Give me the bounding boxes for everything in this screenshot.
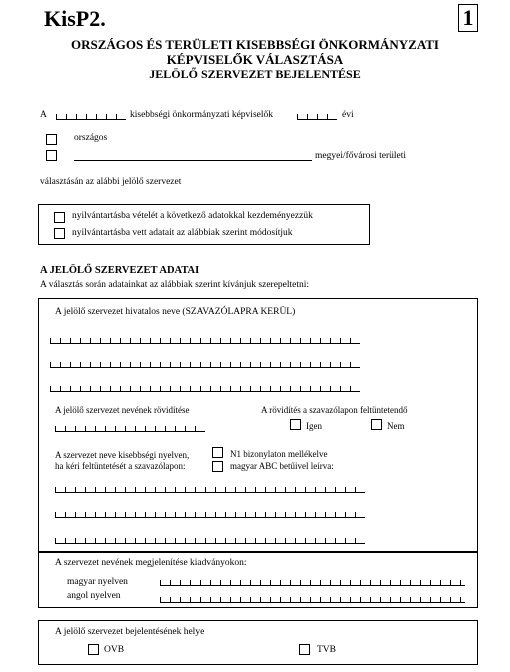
ovb-checkbox[interactable] [88,644,99,655]
hungarian-abc-checkbox[interactable] [212,461,223,472]
page-number: 1 [462,5,474,30]
publications-label: A szervezet nevének megjelenítése kiadványokon: [55,558,247,568]
intro-prefix: A [40,110,47,120]
official-name-line-2[interactable] [50,362,360,368]
n1-checkbox[interactable] [212,447,223,458]
yes-label: Igen [306,421,322,431]
official-name-line-1[interactable] [50,338,360,344]
show-abbrev-label: A rövidítés a szavazólapon feltüntetendő [261,405,408,415]
title-line-2: KÉPVISELŐK VÁLASZTÁSA [166,52,344,67]
national-label: országos [74,133,108,143]
n1-label: N1 bizonylaton mellékelve [230,449,328,459]
modify-label: nyilvántartásba vett adatait az alábbiak szerint módosítjuk [72,228,293,238]
no-label: Nem [387,421,405,431]
national-checkbox[interactable] [46,134,57,145]
minority-name-line-2[interactable] [55,512,365,518]
regional-checkbox[interactable] [46,150,57,161]
intro-middle: kisebbségi önkormányzati képviselők [130,110,273,120]
tvb-label: TVB [317,645,336,655]
intro-suffix: évi [342,110,354,120]
title-line-3: JELÖLŐ SZERVEZET BEJELENTÉSE [149,67,361,81]
year-input[interactable] [297,114,337,120]
form-code: KisP2. [44,6,106,31]
regional-label: megyei/fővárosi területi [315,151,407,161]
minority-name-line-1[interactable] [55,487,365,493]
modify-checkbox[interactable] [54,228,65,239]
election-text: választásán az alábbi jelölő szervezet [40,177,182,187]
official-name-line-3[interactable] [50,386,360,392]
minority-name-line-3[interactable] [55,538,365,544]
english-name-input[interactable] [160,597,465,603]
ovb-label: OVB [104,645,125,655]
tvb-checkbox[interactable] [299,644,310,655]
register-label: nyilvántartásba vételét a következő adatokkal kezdeményezzük [72,211,313,221]
place-label: A jelölő szervezet bejelentésének helye [55,627,205,637]
minority-name-label-1: A szervezet neve kisebbségi nyelven, [55,450,190,460]
section-subheading: A választás során adatainkat az alábbiak szerint kívánjuk szerepeltetni: [40,280,310,290]
no-checkbox[interactable] [371,419,382,430]
abbreviation-label: A jelölő szervezet nevének rövidítése [55,405,190,415]
abbreviation-input[interactable] [55,426,205,432]
official-name-label: A jelölő szervezet hivatalos neve (SZAVAZÓLAPRA KERÜL) [55,307,296,317]
english-label: angol nyelven [67,591,121,601]
regional-input[interactable] [74,160,312,161]
page-number-box [458,4,478,32]
minority-name-label-2: ha kéri feltüntetését a szavazólapon: [55,461,186,471]
minority-input[interactable] [56,114,126,120]
hungarian-abc-label: magyar ABC betűivel leírva: [230,461,334,471]
hungarian-label: magyar nyelven [67,577,128,587]
yes-checkbox[interactable] [290,419,301,430]
hungarian-name-input[interactable] [160,580,465,586]
title-line-1: ORSZÁGOS ÉS TERÜLETI KISEBBSÉGI ÖNKORMÁNYZATI [71,37,439,52]
section-heading: A JELÖLŐ SZERVEZET ADATAI [40,265,200,276]
register-checkbox[interactable] [54,212,65,223]
